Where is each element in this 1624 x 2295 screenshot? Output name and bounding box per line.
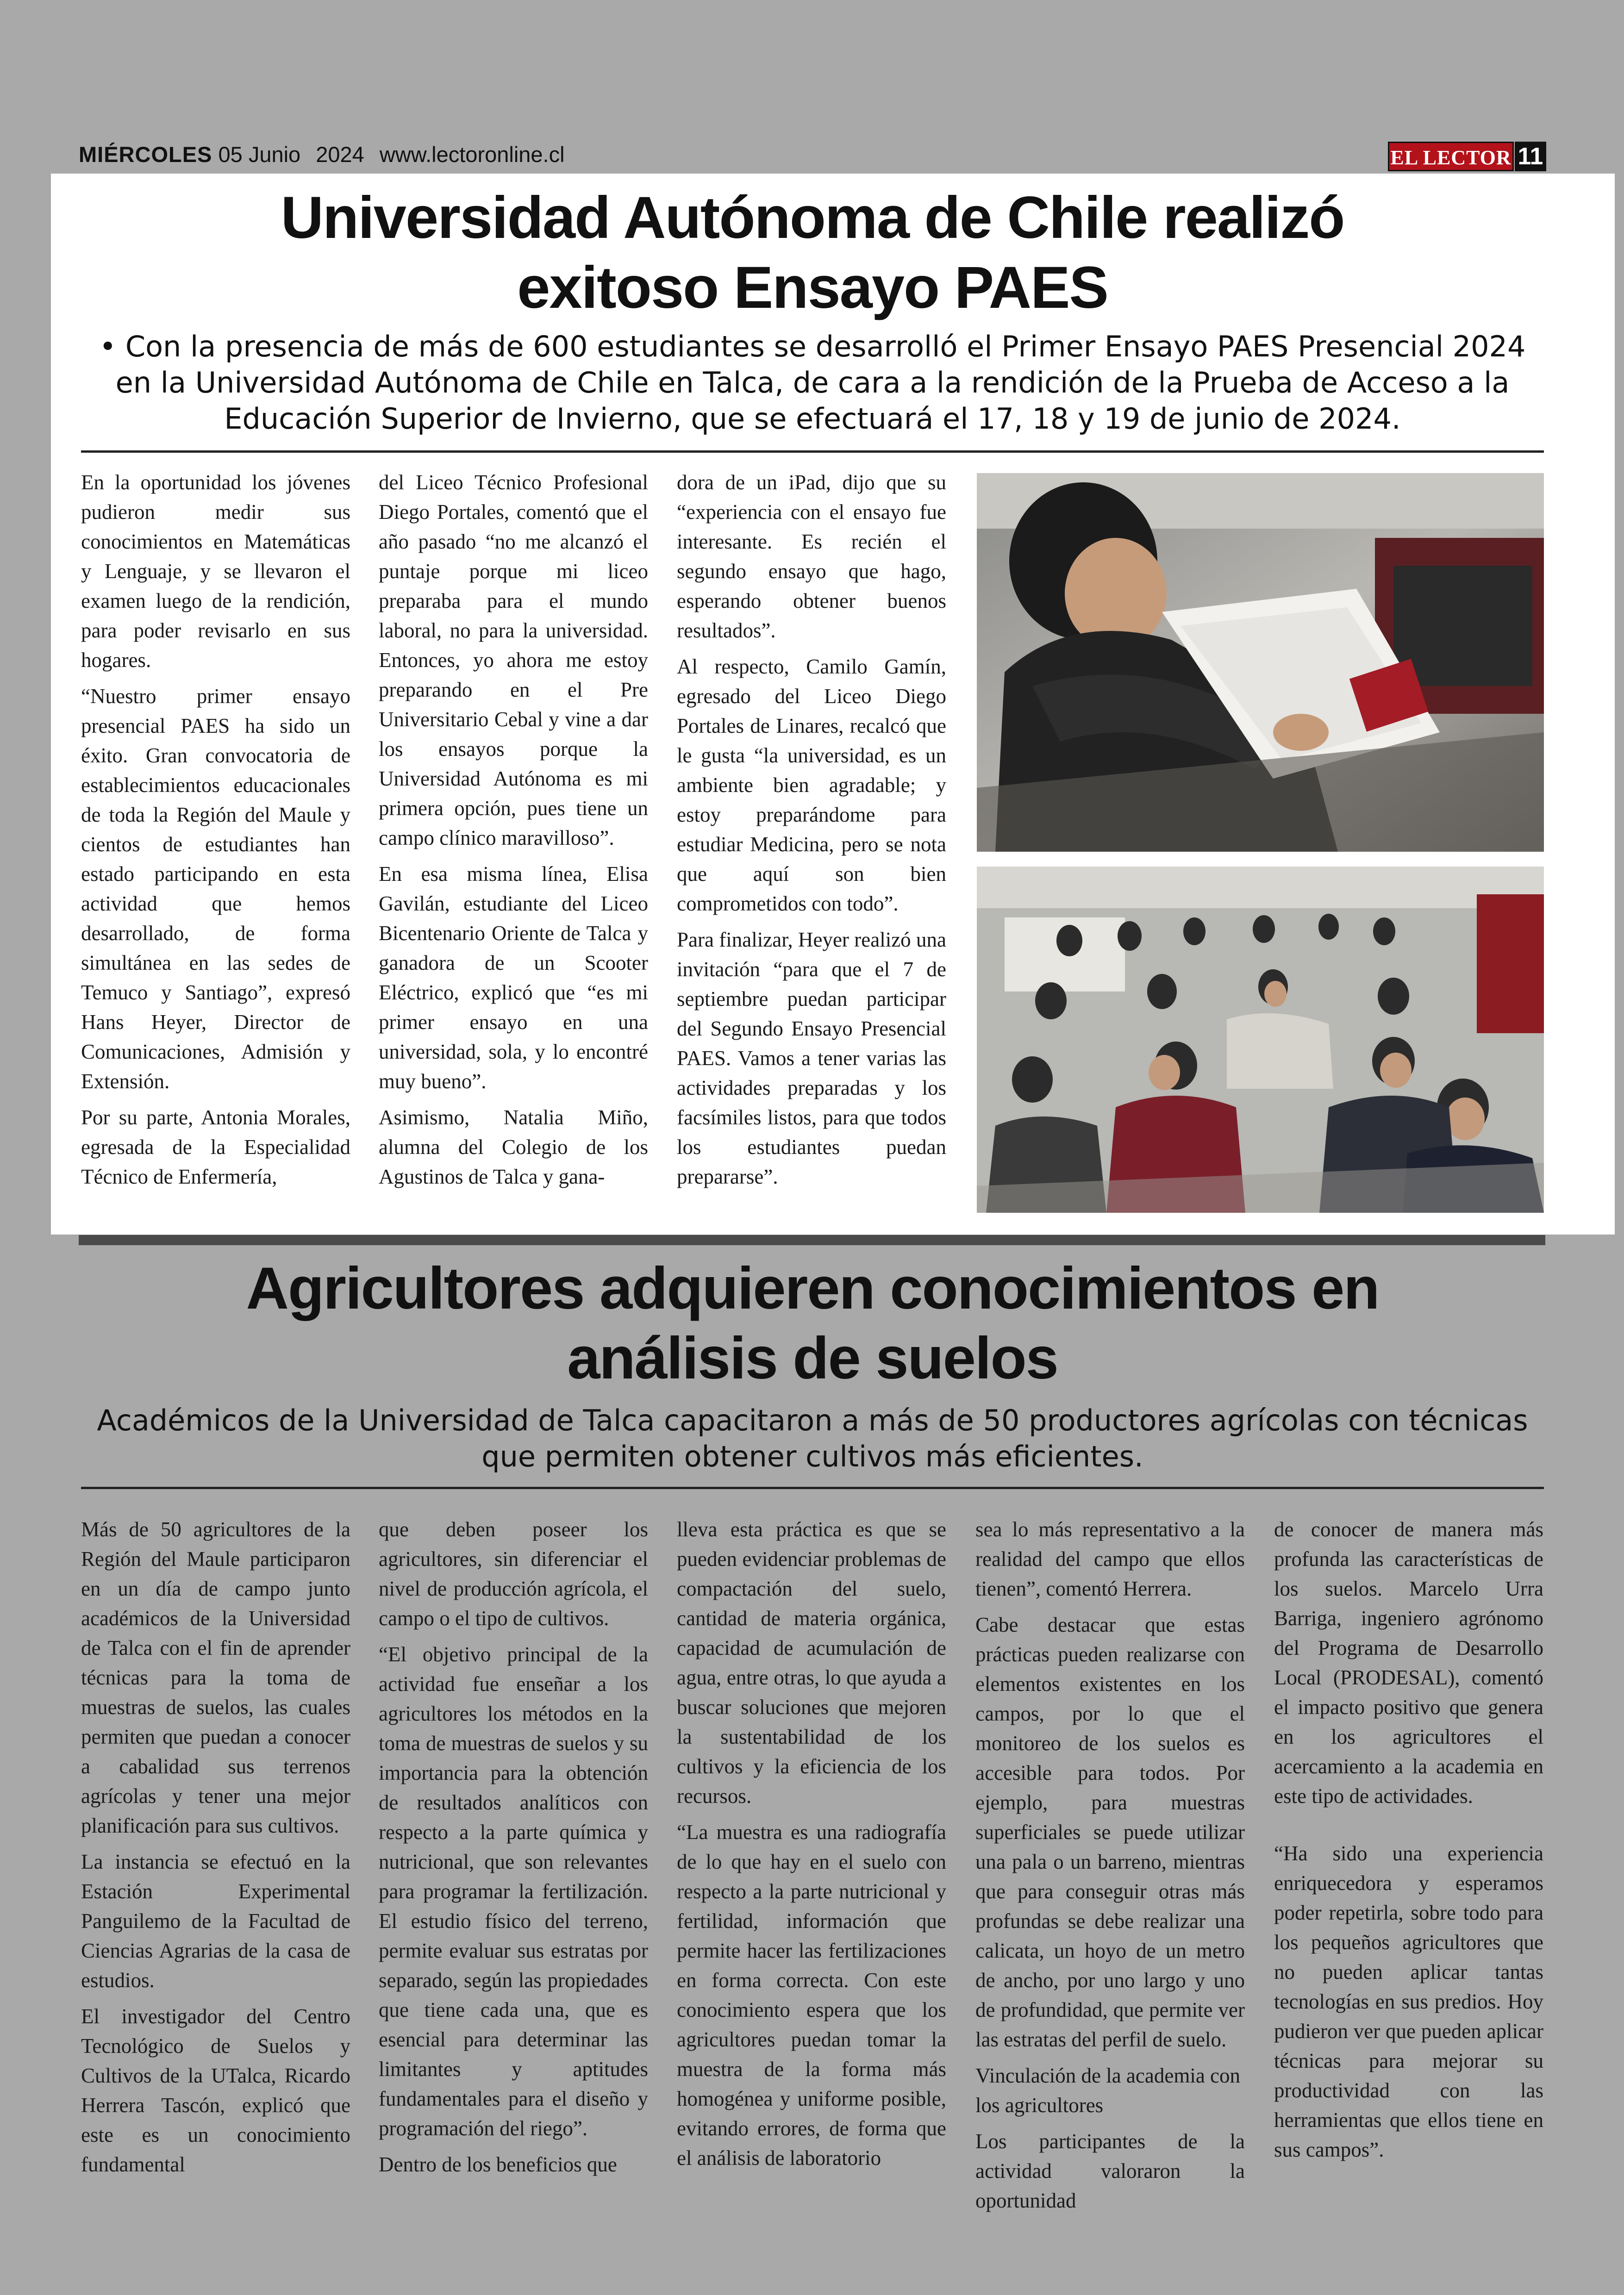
article-2-headline — [139, 1254, 1486, 1393]
paragraph: del Liceo Técnico Profesional Diego Portales, comentó que el año pasado “no me alcanzó el puntaje porque mi liceo preparaba para el mundo laboral, no para la universidad. Entonces, yo ahora me estoy preparando en el Pre Universitario Cebal y vine a dar los ensayos porque la Universidad Autónoma es mi primera opción, pues tiene un campo clínico maravilloso”. — [379, 471, 648, 849]
paragraph: que deben poseer los agricultores, sin diferenciar el nivel de producción agrícola, el campo o el tipo de cultivos. — [379, 1518, 648, 1630]
article-1-headline-line1: Universidad Autónoma de Chile realizó — [281, 185, 1344, 251]
paragraph: Al respecto, Camilo Gamín, egresado del Liceo Diego Portales de Linares, recalcó que le gusta “la universidad, es un ambiente bien agradable; y estoy preparándome para estudiar Medicina, pero se nota que aquí son bien comprometidos con todo”. — [677, 655, 946, 915]
article-1-rule — [81, 450, 1544, 453]
photo-student-writing-image — [977, 473, 1544, 852]
paragraph: de conocer de manera más profunda las características de los suelos. Marcelo Urra Barriga, ingeniero agrónomo del Programa de Desarrollo Local (PRODESAL), comentó el impacto positivo que genera en los agricultores el acercamiento a la academia en este tipo de actividades. — [1274, 1518, 1543, 1808]
article-2-column-1 — [81, 1515, 350, 2186]
paragraph: dora de un iPad, dijo que su “experiencia con el ensayo fue interesante. Es recién el segundo ensayo que hago, esperando obtener buenos resultados”. — [677, 471, 946, 642]
paragraph: En la oportunidad los jóvenes pudieron medir sus conocimientos en Matemáticas y Lenguaje, y se llevaron el examen luego de la rendición, para poder revisarlo en sus hogares. — [81, 471, 350, 672]
header-website: www.lectoronline.cl — [379, 142, 565, 167]
article-2-headline-line1: Agricultores adquieren conocimientos en — [246, 1255, 1379, 1322]
header-date-year: 2024 — [316, 142, 364, 167]
article-1-column-1 — [81, 468, 350, 1198]
paragraph: El investigador del Centro Tecnológico de Suelos y Cultivos de la UTalca, Ricardo Herrera Tascón, explicó que este es un conocimiento fundamental — [81, 2005, 350, 2176]
header-date-day: 05 — [218, 142, 243, 167]
paragraph: “Ha sido una experiencia enriquecedora y esperamos poder repetirla, sobre todo para los pequeños agricultores que no pueden aplicar tantas tecnologías en sus predios. Hoy pudieron ver que pueden aplicar técnicas para mejorar su productividad con las herramientas que ellos tiene en sus campos”. — [1274, 1842, 1543, 2161]
subheading: Vinculación de la academia con los agricultores — [975, 2064, 1241, 2117]
newspaper-logo: EL LECTOR — [1388, 142, 1514, 171]
paragraph: Más de 50 agricultores de la Región del Maule participaron en un día de campo junto académicos de la Universidad de Talca con el fin de aprender técnicas para la toma de muestras de suelos, las cuales permiten que puedan a conocer a cabalidad sus terrenos agrícolas y tener una mejor planificación para sus cultivos. — [81, 1518, 350, 1837]
article-2-column-4 — [975, 1515, 1245, 2222]
article-1-headline-line2: exitoso Ensayo PAES — [517, 255, 1108, 321]
paragraph: Para finalizar, Heyer realizó una invitación “para que el 7 de septiembre puedan participar del Segundo Ensayo Presencial PAES. Vamos a tener varias las actividades preparadas y los facsímiles listos, para que todos los estudiantes puedan prepararse”. — [677, 928, 946, 1188]
paragraph: “El objetivo principal de la actividad fue enseñar a los agricultores los métodos en la toma de muestras de suelos y su importancia para la obtención de resultados analíticos con respecto a la parte química y nutricional, que son relevantes para programar la fertilización. El estudio físico del terreno, permite evaluar sus estratas por separado, según las propiedades que tiene cada una, que es esencial para determinar las limitantes y aptitudes fundamentales para el diseño y programación del riego”. — [379, 1643, 648, 2140]
article-2-rule — [81, 1487, 1544, 1489]
section-divider — [79, 1235, 1545, 1245]
page-header — [79, 142, 565, 167]
article-1-subtitle: • Con la presencia de más de 600 estudiantes se desarrolló el Primer Ensayo PAES Presencial 2024 en la Universidad Autónoma de Chile en Talca, de cara a la rendición de la Prueba de Acceso a la Educación Superior de Invierno, que se efectuará el 17, 18 y 19 de junio de 2024. — [99, 330, 1526, 436]
article-2-column-2 — [379, 1515, 648, 2186]
paragraph: lleva esta práctica es que se pueden evidenciar problemas de compactación del suelo, cantidad de materia orgánica, capacidad de acumulación de agua, entre otras, lo que ayuda a buscar soluciones que mejoren la sustentabilidad de los cultivos y la eficiencia de los recursos. — [677, 1518, 946, 1808]
photo-student-writing — [977, 473, 1544, 852]
photo-classroom-image — [977, 867, 1544, 1213]
article-1-column-2 — [379, 468, 648, 1198]
paragraph: Los participantes de la actividad valoraron la oportunidad — [975, 2130, 1245, 2212]
paragraph: Asimismo, Natalia Miño, alumna del Colegio de los Agustinos de Talca y gana- — [379, 1106, 648, 1188]
paragraph: La instancia se efectuó en la Estación Experimental Panguilemo de la Facultad de Ciencias Agrarias de la casa de estudios. — [81, 1850, 350, 1992]
header-date-month: Junio — [248, 142, 301, 167]
article-2-headline-line2: análisis de suelos — [567, 1325, 1058, 1392]
paragraph: En esa misma línea, Elisa Gavilán, estudiante del Liceo Bicentenario Oriente de Talca y ganadora de un Scooter Eléctrico, explicó que “es mi primer ensayo en una universidad, sola, y lo encontré muy bueno”. — [379, 862, 648, 1093]
article-2-column-3 — [677, 1515, 946, 2179]
paragraph: Cabe destacar que estas prácticas pueden realizarse con elementos existentes en los campos, por lo que el monitoreo de los suelos es accesible para todos. Por ejemplo, para muestras superficiales se puede utilizar una pala o un barreno, mientras que para conseguir otras más profundas se debe realizar una calicata, un hoyo de un metro de ancho, por uno largo y uno de profundidad, que permite ver las estratas del perfil de suelo. — [975, 1613, 1245, 2051]
paragraph: “Nuestro primer ensayo presencial PAES ha sido un éxito. Gran convocatoria de establecimientos educacionales de toda la Región del Maule y cientos de estudiantes han estado participando en esta actividad que hemos desarrollado, de forma simultánea en las sedes de Temuco y Santiago”, expresó Hans Heyer, Director de Comunicaciones, Admisión y Extensión. — [81, 685, 350, 1093]
paragraph: “La muestra es una radiografía de lo que hay en el suelo con respecto a la parte nutricional y fertilidad, información que permite hacer las fertilizaciones en forma correcta. Con este conocimiento espera que los agricultores puedan tomar la muestra de la forma más homogénea y uniforme posible, evitando errores, de forma que el análisis de laboratorio — [677, 1821, 946, 2170]
article-1-column-3 — [677, 468, 946, 1198]
article-2-subtitle: Académicos de la Universidad de Talca capacitaron a más de 50 productores agrícolas con técnicas que permiten obtener cultivos más eficientes. — [97, 1403, 1528, 1473]
header-day: MIÉRCOLES — [79, 142, 212, 167]
article-1-headline — [139, 183, 1486, 323]
photo-classroom — [977, 867, 1544, 1213]
page-number: 11 — [1515, 142, 1546, 171]
paragraph: Por su parte, Antonia Morales, egresada de la Especialidad Técnico de Enfermería, — [81, 1106, 350, 1188]
paragraph: Dentro de los beneficios que — [379, 2153, 617, 2176]
paragraph: sea lo más representativo a la realidad del campo que ellos tienen”, comentó Herrera. — [975, 1518, 1245, 1600]
article-2-column-5 — [1274, 1515, 1543, 2171]
